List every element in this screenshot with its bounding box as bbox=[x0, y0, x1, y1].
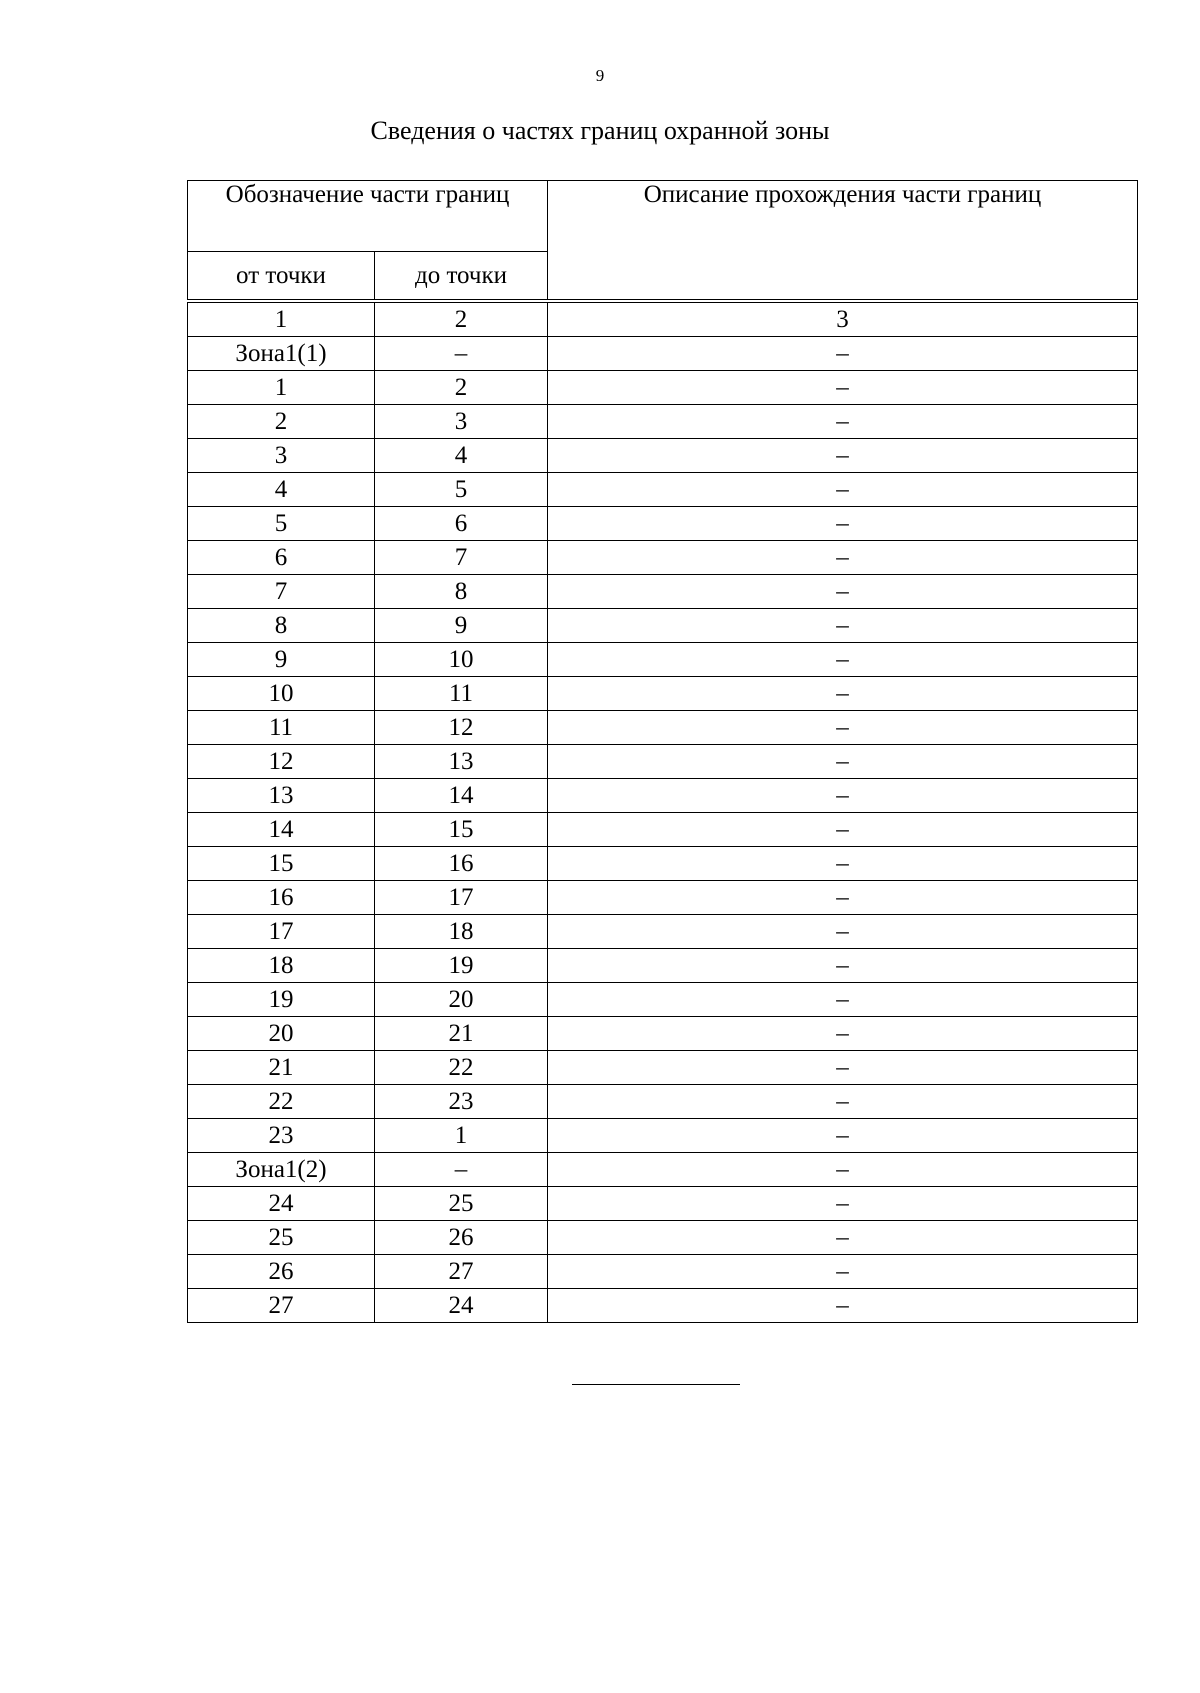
from-point-cell: 18 bbox=[188, 949, 375, 983]
from-point-cell: 4 bbox=[188, 473, 375, 507]
description-cell: – bbox=[548, 609, 1138, 643]
table-row bbox=[188, 1153, 1138, 1187]
from-point-cell: 24 bbox=[188, 1187, 375, 1221]
to-point-cell: 17 bbox=[375, 881, 548, 915]
table-row bbox=[188, 1119, 1138, 1153]
to-point-cell: 23 bbox=[375, 1085, 548, 1119]
table-row bbox=[188, 1289, 1138, 1323]
description-cell: – bbox=[548, 473, 1138, 507]
description-cell: – bbox=[548, 949, 1138, 983]
to-point-cell: 15 bbox=[375, 813, 548, 847]
table-row bbox=[188, 677, 1138, 711]
to-point-cell: 7 bbox=[375, 541, 548, 575]
description-cell: – bbox=[548, 1221, 1138, 1255]
to-point-cell: 18 bbox=[375, 915, 548, 949]
from-point-cell: 25 bbox=[188, 1221, 375, 1255]
from-point-cell: 22 bbox=[188, 1085, 375, 1119]
to-point-cell: 12 bbox=[375, 711, 548, 745]
from-point-cell: 27 bbox=[188, 1289, 375, 1323]
to-point-cell: 11 bbox=[375, 677, 548, 711]
to-point-cell: 5 bbox=[375, 473, 548, 507]
description-cell: – bbox=[548, 745, 1138, 779]
table-header bbox=[188, 181, 1138, 303]
description-cell: – bbox=[548, 881, 1138, 915]
table-row bbox=[188, 983, 1138, 1017]
table-body bbox=[188, 303, 1138, 1323]
table-row bbox=[188, 507, 1138, 541]
from-point-cell: 16 bbox=[188, 881, 375, 915]
description-cell: – bbox=[548, 643, 1138, 677]
to-point-cell: 16 bbox=[375, 847, 548, 881]
to-point-cell: – bbox=[375, 1153, 548, 1187]
document-title: Сведения о частях границ охранной зоны bbox=[370, 116, 830, 145]
from-point-cell: 13 bbox=[188, 779, 375, 813]
description-cell: – bbox=[548, 677, 1138, 711]
to-point-cell: 8 bbox=[375, 575, 548, 609]
to-point-cell: 25 bbox=[375, 1187, 548, 1221]
to-point-cell: 20 bbox=[375, 983, 548, 1017]
description-cell: – bbox=[548, 575, 1138, 609]
to-point-cell: 2 bbox=[375, 371, 548, 405]
to-point-cell: 14 bbox=[375, 779, 548, 813]
boundary-parts-table bbox=[187, 180, 1138, 1323]
table-row bbox=[188, 779, 1138, 813]
table-row bbox=[188, 949, 1138, 983]
to-point-cell: – bbox=[375, 337, 548, 371]
from-point-cell: 9 bbox=[188, 643, 375, 677]
from-point-cell: 14 bbox=[188, 813, 375, 847]
from-point-cell: 15 bbox=[188, 847, 375, 881]
to-point-cell: 13 bbox=[375, 745, 548, 779]
column-number-row bbox=[188, 303, 1138, 337]
description-cell: – bbox=[548, 1187, 1138, 1221]
from-point-cell: 5 bbox=[188, 507, 375, 541]
table-row bbox=[188, 813, 1138, 847]
from-point-cell: 7 bbox=[188, 575, 375, 609]
table-row bbox=[188, 847, 1138, 881]
table-row bbox=[188, 1221, 1138, 1255]
to-point-cell: 6 bbox=[375, 507, 548, 541]
from-point-cell: 2 bbox=[188, 405, 375, 439]
table-row bbox=[188, 473, 1138, 507]
column-number-cell: 2 bbox=[375, 303, 548, 337]
table-row bbox=[188, 439, 1138, 473]
to-point-cell: 1 bbox=[375, 1119, 548, 1153]
to-point-cell: 24 bbox=[375, 1289, 548, 1323]
description-cell: – bbox=[548, 847, 1138, 881]
from-point-cell: 12 bbox=[188, 745, 375, 779]
table-row bbox=[188, 643, 1138, 677]
to-point-cell: 10 bbox=[375, 643, 548, 677]
description-cell: – bbox=[548, 1119, 1138, 1153]
description-cell: – bbox=[548, 1255, 1138, 1289]
from-point-cell: 26 bbox=[188, 1255, 375, 1289]
to-point-cell: 27 bbox=[375, 1255, 548, 1289]
description-cell: – bbox=[548, 1017, 1138, 1051]
to-point-cell: 4 bbox=[375, 439, 548, 473]
column-number-cell: 1 bbox=[188, 303, 375, 337]
table-row bbox=[188, 337, 1138, 371]
table-row bbox=[188, 575, 1138, 609]
description-cell: – bbox=[548, 1085, 1138, 1119]
description-cell: – bbox=[548, 1051, 1138, 1085]
description-cell: – bbox=[548, 371, 1138, 405]
from-point-cell: Зона1(1) bbox=[188, 337, 375, 371]
table-row bbox=[188, 405, 1138, 439]
table-row bbox=[188, 1051, 1138, 1085]
table-row bbox=[188, 541, 1138, 575]
table-row bbox=[188, 1017, 1138, 1051]
description-cell: – bbox=[548, 983, 1138, 1017]
table-row bbox=[188, 1085, 1138, 1119]
from-point-cell: 17 bbox=[188, 915, 375, 949]
column-number-cell: 3 bbox=[548, 303, 1138, 337]
description-cell: – bbox=[548, 1289, 1138, 1323]
table-row bbox=[188, 1255, 1138, 1289]
to-point-cell: 19 bbox=[375, 949, 548, 983]
description-cell: – bbox=[548, 813, 1138, 847]
table-row bbox=[188, 711, 1138, 745]
table-row bbox=[188, 1187, 1138, 1221]
from-point-cell: 1 bbox=[188, 371, 375, 405]
description-cell: – bbox=[548, 541, 1138, 575]
from-point-cell: 8 bbox=[188, 609, 375, 643]
header-boundary-part-description: Описание прохождения части границ bbox=[548, 181, 1138, 300]
description-cell: – bbox=[548, 915, 1138, 949]
header-to-point: до точки bbox=[375, 252, 548, 300]
from-point-cell: 3 bbox=[188, 439, 375, 473]
to-point-cell: 3 bbox=[375, 405, 548, 439]
to-point-cell: 21 bbox=[375, 1017, 548, 1051]
to-point-cell: 22 bbox=[375, 1051, 548, 1085]
description-cell: – bbox=[548, 507, 1138, 541]
from-point-cell: 11 bbox=[188, 711, 375, 745]
to-point-cell: 26 bbox=[375, 1221, 548, 1255]
from-point-cell: 10 bbox=[188, 677, 375, 711]
header-boundary-part-designation: Обозначение части границ bbox=[188, 181, 548, 252]
header-from-point: от точки bbox=[188, 252, 375, 300]
end-of-document-rule bbox=[572, 1384, 740, 1385]
from-point-cell: 20 bbox=[188, 1017, 375, 1051]
from-point-cell: 6 bbox=[188, 541, 375, 575]
table-row bbox=[188, 609, 1138, 643]
to-point-cell: 9 bbox=[375, 609, 548, 643]
table-row bbox=[188, 745, 1138, 779]
from-point-cell: Зона1(2) bbox=[188, 1153, 375, 1187]
from-point-cell: 19 bbox=[188, 983, 375, 1017]
from-point-cell: 23 bbox=[188, 1119, 375, 1153]
from-point-cell: 21 bbox=[188, 1051, 375, 1085]
description-cell: – bbox=[548, 1153, 1138, 1187]
description-cell: – bbox=[548, 405, 1138, 439]
table-row bbox=[188, 915, 1138, 949]
description-cell: – bbox=[548, 337, 1138, 371]
description-cell: – bbox=[548, 439, 1138, 473]
table-row bbox=[188, 881, 1138, 915]
description-cell: – bbox=[548, 779, 1138, 813]
page-number: 9 bbox=[595, 66, 605, 85]
table-row bbox=[188, 371, 1138, 405]
description-cell: – bbox=[548, 711, 1138, 745]
